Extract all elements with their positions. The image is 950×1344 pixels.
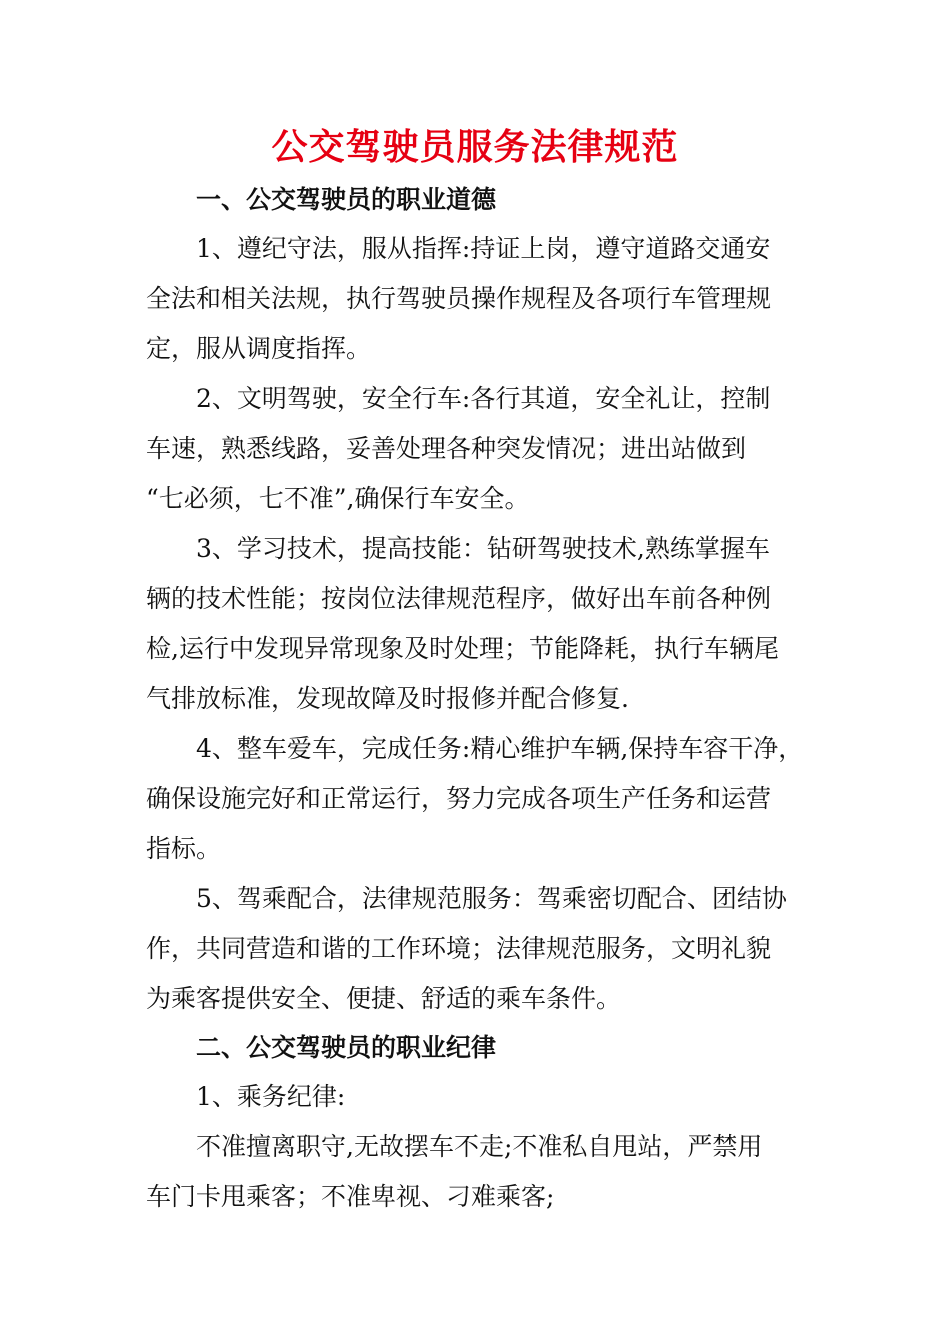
paragraph-line: 指标。 [146, 834, 222, 863]
paragraph-line: 为乘客提供安全、便捷、舒适的乘车条件。 [146, 984, 622, 1013]
paragraph-line: “七必须，七不准”,确保行车安全。 [146, 484, 530, 513]
paragraph-line: 5、驾乘配合，法律规范服务：驾乘密切配合、团结协 [196, 884, 787, 913]
paragraph-line: 气排放标准，发现故障及时报修并配合修复. [146, 684, 629, 713]
paragraph-line: 全法和相关法规，执行驾驶员操作规程及各项行车管理规 [146, 284, 772, 313]
paragraph-line: 作，共同营造和谐的工作环境；法律规范服务，文明礼貌 [146, 934, 772, 963]
section-heading-professional-ethics: 一、公交驾驶员的职业道德 [196, 185, 497, 214]
paragraph-line: 辆的技术性能；按岗位法律规范程序，做好出车前各种例 [146, 584, 772, 613]
paragraph-line: 2、文明驾驶，安全行车:各行其道，安全礼让，控制 [196, 384, 771, 413]
paragraph-line: 检,运行中发现异常现象及时处理；节能降耗，执行车辆尾 [146, 634, 779, 663]
paragraph-line: 3、学习技术，提高技能：钻研驾驶技术,熟练掌握车 [196, 534, 770, 563]
paragraph-line: 1、遵纪守法，服从指挥:持证上岗，遵守道路交通安 [196, 234, 771, 263]
paragraph-line: 不准擅离职守,无故摆车不走;不准私自甩站，严禁用 [196, 1132, 763, 1161]
paragraph-line: 车速，熟悉线路，妥善处理各种突发情况；进出站做到 [146, 434, 747, 463]
section-heading-professional-discipline: 二、公交驾驶员的职业纪律 [196, 1033, 497, 1062]
paragraph-line: 定，服从调度指挥。 [146, 334, 372, 363]
paragraph-line: 确保设施完好和正常运行，努力完成各项生产任务和运营 [146, 784, 772, 813]
paragraph-line: 车门卡甩乘客；不准卑视、刁难乘客; [146, 1182, 555, 1211]
subsection-label: 1、乘务纪律: [196, 1082, 346, 1111]
document-title: 公交驾驶员服务法律规范 [271, 126, 679, 168]
paragraph-line: 4、整车爱车，完成任务:精心维护车辆,保持车容干净， [196, 734, 804, 763]
